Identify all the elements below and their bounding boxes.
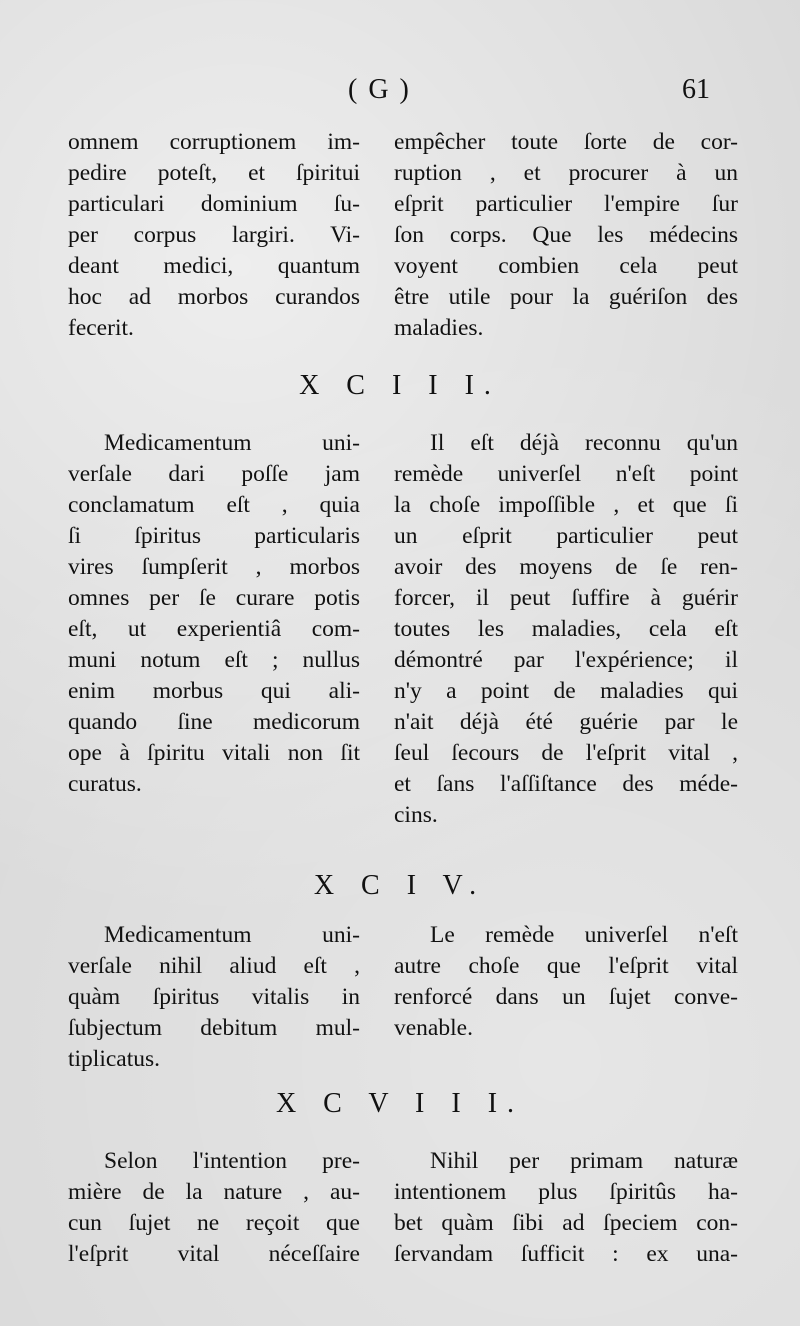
french-column — [68, 1146, 360, 1270]
text-line: ſi ſpiritus particularis — [68, 523, 360, 549]
text-line: ſervandam ſufficit : ex una- — [394, 1241, 738, 1267]
text-line: Medicamentum uni- — [104, 922, 360, 948]
text-line: conclamatum eſt , quia — [68, 492, 360, 518]
section-xciii — [68, 428, 738, 831]
french-column — [394, 920, 738, 1075]
text-line: maladies. — [394, 315, 484, 341]
text-line: omnem corruptionem im- — [68, 129, 360, 155]
latin-column — [68, 127, 360, 344]
text-line: remède univerſel n'eſt point — [394, 461, 738, 487]
text-line: Medicamentum uni- — [104, 430, 360, 456]
french-column — [394, 428, 738, 831]
section-heading-xcviii: X C V I I I. — [275, 1088, 525, 1119]
text-line: fecerit. — [68, 315, 134, 341]
text-line: démontré par l'expérience; il — [394, 647, 738, 673]
text-line: particulari dominium ſu- — [68, 191, 360, 217]
text-line: Nihil per primam naturæ — [430, 1148, 738, 1174]
text-line: venable. — [394, 1015, 473, 1041]
text-line: vires ſumpſerit , morbos — [68, 554, 360, 580]
text-line: ope à ſpiritu vitali non ſit — [68, 740, 360, 766]
text-line: l'eſprit vital néceſſaire — [68, 1241, 360, 1267]
text-line: ruption , et procurer à un — [394, 160, 738, 186]
text-line: bet quàm ſibi ad ſpeciem con- — [394, 1210, 738, 1236]
latin-column — [68, 428, 360, 831]
text-line: empêcher toute ſorte de cor- — [394, 129, 738, 155]
text-line: quàm ſpiritus vitalis in — [68, 984, 360, 1010]
section-xcviii — [68, 1146, 738, 1270]
text-line: cins. — [394, 802, 438, 828]
signature-mark: ( G ) — [348, 74, 411, 105]
latin-column — [394, 1146, 738, 1270]
text-line: n'ait déjà été guérie par le — [394, 709, 738, 735]
text-line: intentionem plus ſpiritûs ha- — [394, 1179, 738, 1205]
text-line: être utile pour la guériſon des — [394, 284, 738, 310]
text-line: mière de la nature , au- — [68, 1179, 360, 1205]
text-line: Le remède univerſel n'eſt — [430, 922, 738, 948]
text-line: eſt, ut experientiâ com- — [68, 616, 360, 642]
text-line: n'y a point de maladies qui — [394, 678, 738, 704]
text-line: enim morbus qui ali- — [68, 678, 360, 704]
text-line: et ſans l'aſſiſtance des méde- — [394, 771, 738, 797]
text-line: per corpus largiri. Vi- — [68, 222, 360, 248]
text-line: Il eſt déjà reconnu qu'un — [430, 430, 738, 456]
text-line: cun ſujet ne reçoit que — [68, 1210, 360, 1236]
section-heading-xciii: X C I I I. — [299, 370, 501, 401]
text-line: verſale nihil aliud eſt , — [68, 953, 360, 979]
text-line: tiplicatus. — [68, 1046, 161, 1072]
french-column — [394, 127, 738, 344]
text-line: hoc ad morbos curandos — [68, 284, 360, 310]
text-line: autre choſe que l'eſprit vital — [394, 953, 738, 979]
text-line: toutes les maladies, cela eſt — [394, 616, 738, 642]
text-line: deant medici, quantum — [68, 253, 360, 279]
text-line: pedire poteſt, et ſpiritui — [68, 160, 360, 186]
text-line: un eſprit particulier peut — [394, 523, 738, 549]
text-line: verſale dari poſſe jam — [68, 461, 360, 487]
text-line: curatus. — [68, 771, 142, 797]
text-line: omnes per ſe curare potis — [68, 585, 360, 611]
text-line: voyent combien cela peut — [394, 253, 738, 279]
text-line: quando ſine medicorum — [68, 709, 360, 735]
text-line: ſon corps. Que les médecins — [394, 222, 738, 248]
text-line: la choſe impoſſible , et que ſi — [394, 492, 738, 518]
section-continuation — [68, 127, 738, 344]
text-line: ſeul ſecours de l'eſprit vital , — [394, 740, 738, 766]
text-line: ſubjectum debitum mul- — [68, 1015, 360, 1041]
text-line: renforcé dans un ſujet conve- — [394, 984, 738, 1010]
text-line: muni notum eſt ; nullus — [68, 647, 360, 673]
section-heading-xciv: X C I V. — [313, 870, 487, 901]
section-xciv — [68, 920, 738, 1075]
text-line: eſprit particulier l'empire ſur — [394, 191, 738, 217]
running-head — [0, 74, 800, 110]
latin-column — [68, 920, 360, 1075]
text-line: forcer, il peut ſuffire à guérir — [394, 585, 738, 611]
page-number: 61 — [682, 74, 710, 105]
text-line: avoir des moyens de ſe ren- — [394, 554, 738, 580]
text-line: Selon l'intention pre- — [104, 1148, 360, 1174]
